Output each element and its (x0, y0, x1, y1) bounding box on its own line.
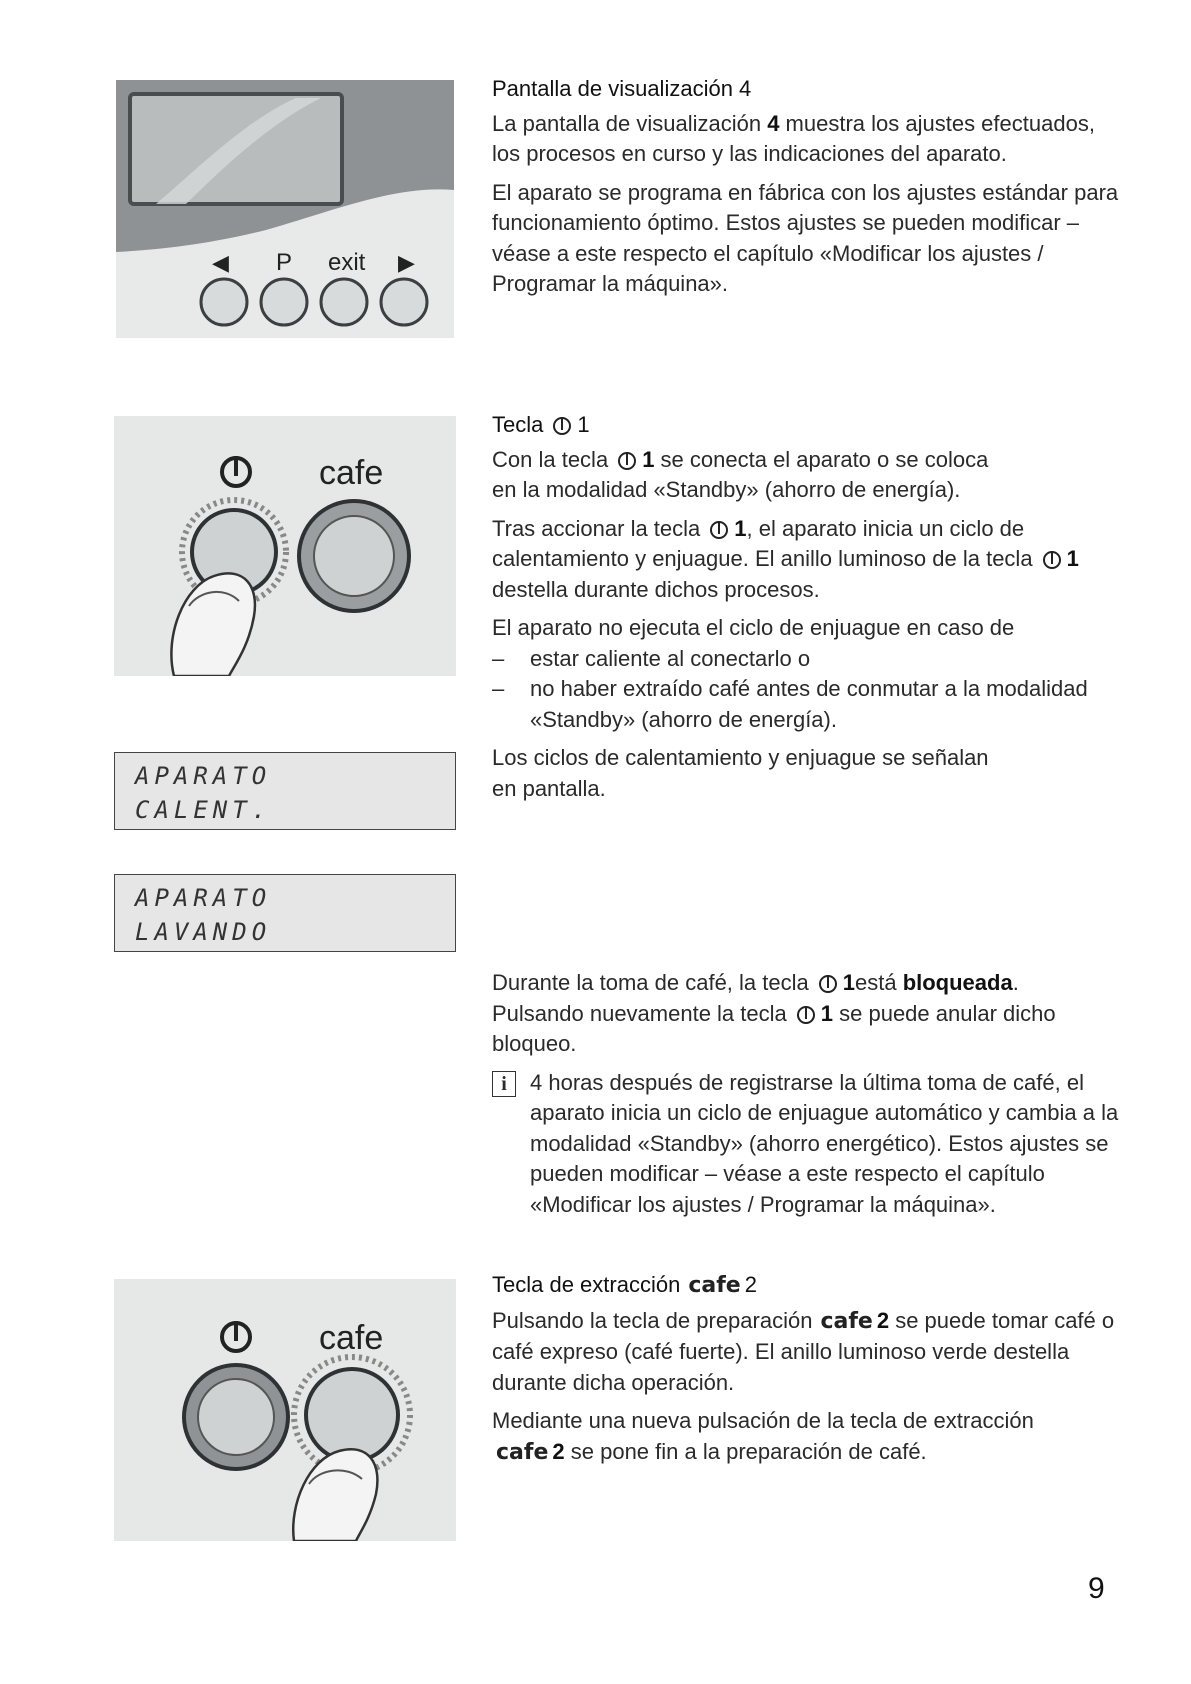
figure-cafe-button (114, 1279, 456, 1541)
display-line-1: APARATO (135, 884, 272, 912)
list-item: – no haber extraído café antes de conmutar a la modalidad «Standby» (ahorro de energía). (492, 676, 1088, 732)
section-lock (492, 968, 1122, 1220)
list-item: – estar caliente al conectarlo o (492, 645, 811, 671)
display-line-2: CALENT. (135, 796, 272, 824)
paragraph: Pulsando la tecla de preparación cafe 2 se puede tomar café o café expreso (café fuerte). El anillo luminoso verde destella durante dicha operación. (492, 1307, 1115, 1395)
figure-display-panel (116, 80, 454, 338)
display-line-1: APARATO (135, 762, 272, 790)
paragraph: Tras accionar la tecla 1, el aparato inicia un ciclo de calentamiento y enjuague. El anillo luminoso de la tecla 1 destella durante dichos procesos. (492, 515, 1079, 602)
power-icon (797, 1006, 815, 1024)
display-calentando (114, 752, 456, 830)
section-heading: Pantalla de visualización 4 (492, 76, 752, 101)
section-heading: Tecla 1 (492, 412, 590, 437)
power-icon (710, 521, 728, 539)
paragraph: Con la tecla 1 se conecta el aparato o se coloca en la modalidad «Standby» (ahorro de energía). (492, 446, 989, 502)
power-icon (1043, 551, 1061, 569)
p-label: P (276, 249, 293, 276)
paragraph: El aparato no ejecuta el ciclo de enjuague en caso de (492, 615, 1015, 640)
paragraph: La pantalla de visualización 4 muestra los ajustes efectuados, los procesos en curso y las indicaciones del aparato. (492, 110, 1095, 166)
paragraph: Mediante una nueva pulsación de la tecla de extracción cafe 2 se pone fin a la preparación de café. (492, 1408, 1034, 1465)
section-power-key (492, 410, 1122, 812)
paragraph: Durante la toma de café, la tecla 1está bloqueada. Pulsando nuevamente la tecla 1 se puede anular dicho bloqueo. (492, 970, 1056, 1056)
right-button (381, 279, 427, 325)
exit-button (321, 279, 367, 325)
p-button (261, 279, 307, 325)
right-arrow-icon: ▶ (398, 250, 415, 275)
paragraph: Los ciclos de calentamiento y enjuague se señalan en pantalla. (492, 745, 989, 801)
exit-label: exit (328, 249, 366, 276)
power-icon (553, 417, 571, 435)
power-icon (819, 975, 837, 993)
section-heading: Tecla de extracción cafe 2 (492, 1272, 757, 1298)
page-number: 9 (1088, 1572, 1105, 1605)
figure-power-button (114, 416, 456, 676)
cafe-label: cafe (319, 454, 384, 492)
section-display-screen (492, 74, 1122, 308)
power-icon (618, 452, 636, 470)
display-lavando (114, 874, 456, 952)
info-icon: i (492, 1071, 516, 1097)
display-line-2: LAVANDO (135, 918, 272, 946)
section-cafe-key (492, 1270, 1122, 1476)
cafe-label: cafe (319, 1319, 384, 1357)
left-arrow-icon: ◀ (212, 250, 229, 275)
paragraph: El aparato se programa en fábrica con los ajustes estándar para funcionamiento óptimo. Estos ajustes se pueden modificar – véase a este respecto el capítulo «Modificar los ajustes / Programar la máquina». (492, 179, 1119, 296)
left-button (201, 279, 247, 325)
info-note: i 4 horas después de registrarse la última toma de café, el aparato inicia un ciclo de enjuague automático y cambia a la modalidad «Standby» (ahorro energético). Estos ajustes se pueden modificar – véase a este respecto el capítulo «Modificar los ajustes / Programar la máquina». (492, 1068, 1122, 1221)
